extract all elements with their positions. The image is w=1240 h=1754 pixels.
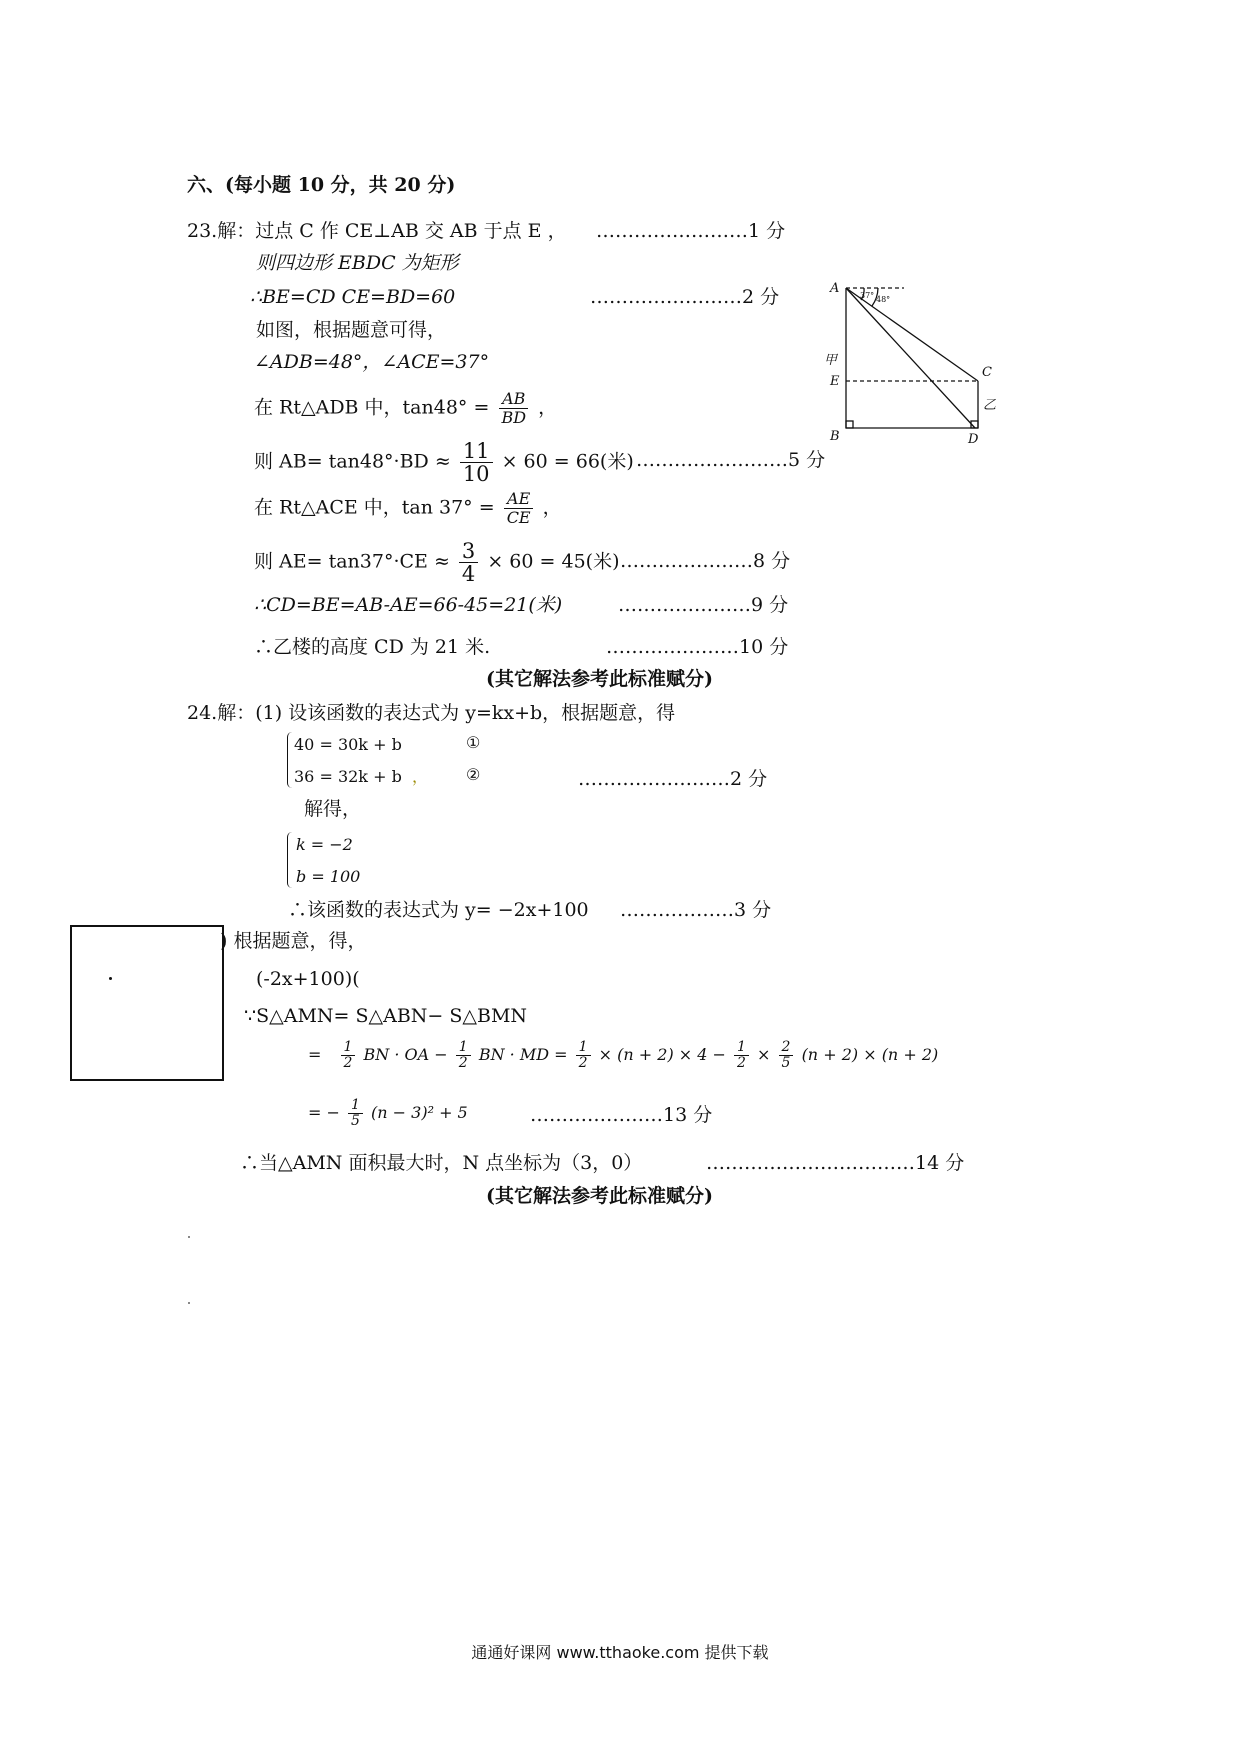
fraction-numerator: 3	[459, 540, 478, 563]
q23-line-6-suffix: ，	[538, 396, 558, 419]
section-heading: 六、(每小题 10 分，共 20 分)	[187, 174, 456, 196]
fraction-half-3	[576, 1040, 591, 1071]
q23-line-8-prefix: 在 Rt△ACE 中，tan 37° =	[254, 496, 495, 519]
q23-score-10: …………………9 分	[618, 594, 789, 616]
fraction-numerator: 1	[456, 1040, 471, 1056]
q23-line-6	[254, 390, 557, 427]
q24-final	[308, 1098, 468, 1129]
q24-sol-2: b = 100	[296, 867, 361, 886]
fraction-numerator: 11	[460, 440, 493, 463]
q24-sol-1: k = −2	[296, 835, 353, 854]
page-footer: 通通好课网 www.tthaoke.com 提供下载	[471, 1643, 769, 1662]
solution-brace	[287, 832, 292, 888]
fraction-denominator: 2	[737, 1055, 746, 1071]
fraction-denominator: 5	[351, 1113, 360, 1129]
area-term-4: ×	[757, 1045, 771, 1064]
q23-score-3: ……………………2 分	[590, 286, 780, 308]
stray-mark-1	[188, 1236, 190, 1238]
q23-line-7-prefix: 则 AB= tan48°·BD ≈	[254, 450, 451, 473]
q23-line-3: ∴BE=CD CE=BD=60	[250, 286, 456, 308]
q23-line-4: 如图，根据题意可得，	[256, 319, 447, 341]
fraction-denominator: 4	[461, 562, 476, 586]
angle-48-label: 48°	[876, 295, 891, 304]
fraction-two-fifths	[779, 1040, 794, 1071]
building-diagram	[820, 278, 1000, 448]
q24-eq-1-mark: ①	[466, 733, 481, 752]
fraction-half-4	[734, 1040, 749, 1071]
fraction-denominator: BD	[501, 408, 527, 427]
q24-conclusion: ∴当△AMN 面积最大时，N 点坐标为（3，0）	[240, 1152, 643, 1174]
fraction-numerator: AB	[499, 390, 528, 409]
q24-expression-score: ………………3 分	[620, 899, 772, 921]
label-e: E	[830, 374, 840, 389]
q23-line-9-prefix: 则 AE= tan37°·CE ≈	[254, 550, 450, 573]
area-term-3: × (n + 2) × 4 −	[598, 1045, 726, 1064]
q23-line-2: 则四边形 EBDC 为矩形	[256, 252, 459, 274]
q24-part-2-line: (-2x+100)(	[256, 968, 360, 990]
fraction-numerator: 1	[341, 1040, 356, 1056]
q23-line-9	[254, 540, 619, 585]
q23-score-11: …………………10 分	[606, 636, 789, 658]
q24-note: (其它解法参考此标准赋分)	[486, 1185, 713, 1207]
q24-part-2: ) 根据题意，得，	[220, 930, 367, 952]
q24-expression: ∴该函数的表达式为 y= −2x+100	[288, 899, 589, 921]
q23-line-9-suffix: × 60 = 45(米)	[487, 550, 620, 573]
fraction-numerator: 2	[779, 1040, 794, 1056]
fraction-denominator: 5	[781, 1055, 791, 1071]
fraction-11-10	[460, 440, 493, 485]
area-term-1: BN · OA −	[363, 1045, 448, 1064]
fraction-numerator: AE	[504, 490, 533, 509]
q23-line-7-suffix: × 60 = 66(米)	[501, 450, 634, 473]
fraction-half-1	[341, 1040, 356, 1071]
label-c: C	[982, 365, 992, 380]
q23-line-8-suffix: ，	[542, 496, 562, 519]
label-b: B	[830, 429, 840, 444]
q24-eq-1: 40 = 30k + b	[294, 735, 402, 754]
stray-mark-2	[188, 1302, 190, 1304]
q23-line-11: ∴乙楼的高度 CD 为 21 米.	[254, 636, 491, 658]
fraction-denominator: 10	[462, 462, 490, 486]
q23-line-7	[254, 440, 634, 485]
equation-system-brace	[287, 732, 292, 788]
fraction-denominator: 2	[343, 1055, 353, 1071]
q24-area-line: ∵S△AMN= S△ABN− S△BMN	[244, 1005, 528, 1027]
box-dot	[109, 977, 112, 980]
area-term-2: BN · MD =	[478, 1045, 568, 1064]
fraction-ae-ce	[504, 490, 534, 527]
fraction-numerator: 1	[348, 1098, 363, 1114]
fraction-numerator: 1	[576, 1040, 591, 1056]
q24-eq-2: 36 = 32k + b	[294, 767, 402, 786]
q24-final-score: …………………13 分	[530, 1104, 713, 1126]
q23-line-5: ∠ADB=48°，∠ACE=37°	[254, 351, 490, 373]
q23-line-1: 23.解：过点 C 作 CE⊥AB 交 AB 于点 E ，	[187, 220, 567, 242]
q24-area-expansion	[308, 1040, 938, 1071]
q23-line-8	[254, 490, 562, 527]
q24-eq-score: ……………………2 分	[578, 768, 768, 790]
q23-score-7: ……………………5 分	[636, 449, 826, 471]
q24-eq-2-mark: ②	[466, 765, 481, 784]
q23-score-9: …………………8 分	[620, 550, 791, 572]
q24-solve: 解得，	[304, 798, 362, 820]
angle-37-label: 37°	[860, 291, 875, 300]
fraction-denominator: CE	[506, 508, 531, 527]
final-prefix: = −	[308, 1103, 340, 1122]
q23-score-1: ……………………1 分	[596, 220, 786, 242]
label-yi: 乙	[983, 398, 997, 413]
q23-line-6-prefix: 在 Rt△ADB 中，tan48° =	[254, 396, 490, 419]
fraction-numerator: 1	[734, 1040, 749, 1056]
fraction-denominator: 2	[458, 1055, 468, 1071]
q24-line-1: 24.解：(1) 设该函数的表达式为 y=kx+b，根据题意，得	[187, 702, 676, 724]
label-a: A	[830, 281, 840, 296]
equals-sign: =	[308, 1045, 322, 1064]
fraction-denominator: 2	[578, 1055, 588, 1071]
label-jia: 甲	[824, 353, 838, 368]
q24-eq-2-comma: ，	[412, 767, 429, 786]
fraction-ab-bd	[498, 390, 529, 427]
final-suffix: (n − 3)² + 5	[371, 1103, 468, 1122]
area-term-5: (n + 2) × (n + 2)	[801, 1045, 939, 1064]
q23-note: (其它解法参考此标准赋分)	[486, 668, 713, 690]
fraction-half-2	[456, 1040, 471, 1071]
q23-line-10: ∴CD=BE=AB-AE=66-45=21(米)	[254, 594, 563, 616]
fraction-one-fifth	[348, 1098, 363, 1129]
blank-box	[70, 925, 224, 1081]
q24-conclusion-score: ……………………………14 分	[706, 1152, 965, 1174]
fraction-3-4	[459, 540, 478, 585]
label-d: D	[968, 432, 979, 447]
